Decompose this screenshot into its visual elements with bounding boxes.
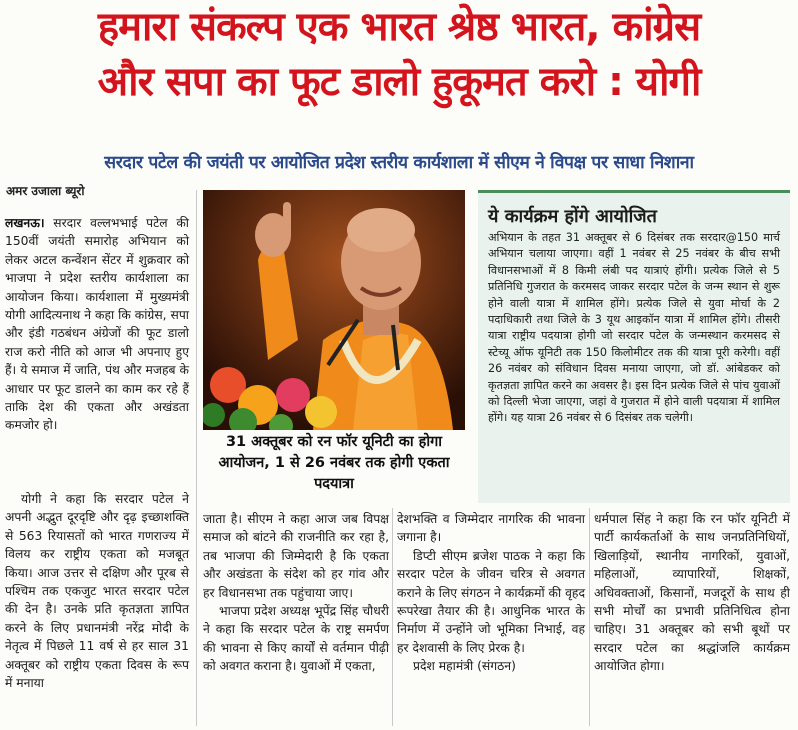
subheadline: सरदार पटेल की जयंती पर आयोजित प्रदेश स्तरीय कार्यशाला में सीएम ने विपक्ष पर साधा निशाना [104, 153, 694, 173]
article-column-2 [203, 510, 389, 676]
info-box-text: अभियान के तहत 31 अक्तूबर से 6 दिसंबर तक सरदार@150 मार्च अभियान चलाया जाएगा। वहीं 1 नवंबर से 25 नवंबर के बीच सभी विधानसभाओं में 8 किमी लंबी पद यात्राएं होंगी। प्रत्येक जिले से 5 प्रतिनिधि गुजरात के करमसद जाकर सरदार पटेल के जन्म स्थान से शुरू होने वाली यात्रा में शामिल होंगे। प्रत्येक जिले से युवा मोर्चा के 2 पदाधिकारी तथा जिले के 3 यूथ आइकॉन यात्रा में शामिल होंगे। तीसरी यात्रा राष्ट्रीय पदयात्रा होगी जो सरदार पटेल के जन्मस्थान करमसद से स्टेच्यू ऑफ यूनिटी तक 150 किलोमीटर तक की यात्रा पूरी करेगी। वहीं 26 नवंबर को संविधान दिवस मनाया जाएगा, जो डॉ. आंबेडकर को कृतज्ञता ज्ञापित करने का अवसर है। इस दिन प्रत्येक जिले से पांच युवाओं को दिल्ली भेजा जाएगा, जहां वे गुजरात में होने वाली पदयात्रा में शामिल होंगे। यह यात्रा 26 नवंबर से 6 दिसंबर तक चलेगी। [488, 231, 780, 425]
headline-line-1: हमारा संकल्प एक भारत श्रेष्ठ भारत, कांग्रेस [97, 4, 701, 50]
article-paragraph: योगी ने कहा कि सरदार पटेल ने अपनी अद्भुत दूरदृष्टि और दृढ़ इच्छाशक्ति से 563 रियासतों को भारत गणराज्य में विलय कर राष्ट्रीय एकता को मजबूत किया। आज उत्तर से दक्षिण और पूरब से पश्चिम तक एकजुट भारत सरदार पटेल की देन है। उनके प्रति कृतज्ञता ज्ञापित करने के लिए प्रधानमंत्री नरेंद्र मोदी के नेतृत्व में पिछले 11 वर्ष से हर साल 31 अक्तूबर को राष्ट्रीय एकता दिवस के रूप में मनाया [5, 492, 189, 691]
article-column-3 [397, 510, 585, 676]
article-paragraph: धर्मपाल सिंह ने कहा कि रन फॉर यूनिटी में पार्टी कार्यकर्ताओं के साथ जनप्रतिनिधियों, खिलाड़ियों, स्थानीय नागरिकों, युवाओं, महिलाओं, व्यापारियों, शिक्षकों, अधिवक्ताओं, किसानों, मजदूरों के साथ ही सभी मोर्चों का प्रभावी प्रतिनिधित्व होना चाहिए। 31 अक्तूबर को सभी बूथों पर सरदार पटेल का श्रद्धांजलि कार्यक्रम आयोजित होगा। [594, 512, 790, 674]
article-paragraph: जाता है। सीएम ने कहा आज जब विपक्ष समाज को बांटने की राजनीति कर रहा है, तब भाजपा की जिम्मेदारी है कि एकता और अखंडता के संदेश को हर गांव और हर विधानसभा तक पहुंचाया जाए। [203, 512, 389, 600]
photo-caption: 31 अक्तूबर को रन फॉर यूनिटी का होगा आयोजन, 1 से 26 नवंबर तक होगी एकता पदयात्रा [218, 434, 450, 492]
news-photo [203, 190, 465, 430]
byline: अमर उजाला ब्यूरो [6, 184, 85, 198]
headline-line-2: और सपा का फूट डालो हुकूमत करो : योगी [97, 59, 701, 105]
dateline: लखनऊ। [5, 216, 45, 230]
article-paragraph: सरदार वल्लभभाई पटेल की 150वीं जयंती समारोह अभियान को लेकर अटल कन्वेंशन सेंटर में शुक्रवार को भाजपा ने प्रदेश स्तरीय कार्यशाला का आयोजन किया। कार्यशाला में मुख्यमंत्री योगी आदित्यनाथ ने कहा कि कांग्रेस, सपा और इंडी गठबंधन अंग्रेजों की फूट डालो राज करो नीति को आज भी अपनाए हुए हैं। ये समाज में जाति, पंथ और मजहब के आधार पर फूट डालने का काम कर रहे हैं ताकि देश की एकता और अखंडता कमजोर हो। [5, 216, 189, 433]
column-divider [589, 508, 590, 726]
article-paragraph: देशभक्ति व जिम्मेदार नागरिक की भावना जगाना है। [397, 512, 585, 545]
article-paragraph: भाजपा प्रदेश अध्यक्ष भूपेंद्र सिंह चौधरी ने कहा कि सरदार पटेल के राष्ट्र समर्पण की भावना से किए कार्यों से वर्तमान पीढ़ी को अवगत कराना है। युवाओं में एकता, [203, 604, 389, 674]
article-paragraph: डिप्टी सीएम ब्रजेश पाठक ने कहा कि सरदार पटेल के जीवन चरित्र से अवगत कराने के लिए संगठन ने कार्यक्रमों की वृहद रूपरेखा तैयार की है। आधुनिक भारत के निर्माण में उन्होंने जो भूमिका निभाई, वह हर देशवासी के लिए प्रेरक है। [397, 548, 585, 655]
article-column-1-bottom [5, 490, 189, 692]
article-column-1-top [5, 214, 189, 435]
info-box-title: ये कार्यक्रम होंगे आयोजित [488, 206, 657, 227]
column-divider [392, 508, 393, 726]
article-column-4 [594, 510, 790, 676]
speaker-photo-illustration [203, 190, 465, 430]
article-paragraph: प्रदेश महामंत्री (संगठन) [413, 659, 516, 674]
column-divider [196, 190, 197, 726]
